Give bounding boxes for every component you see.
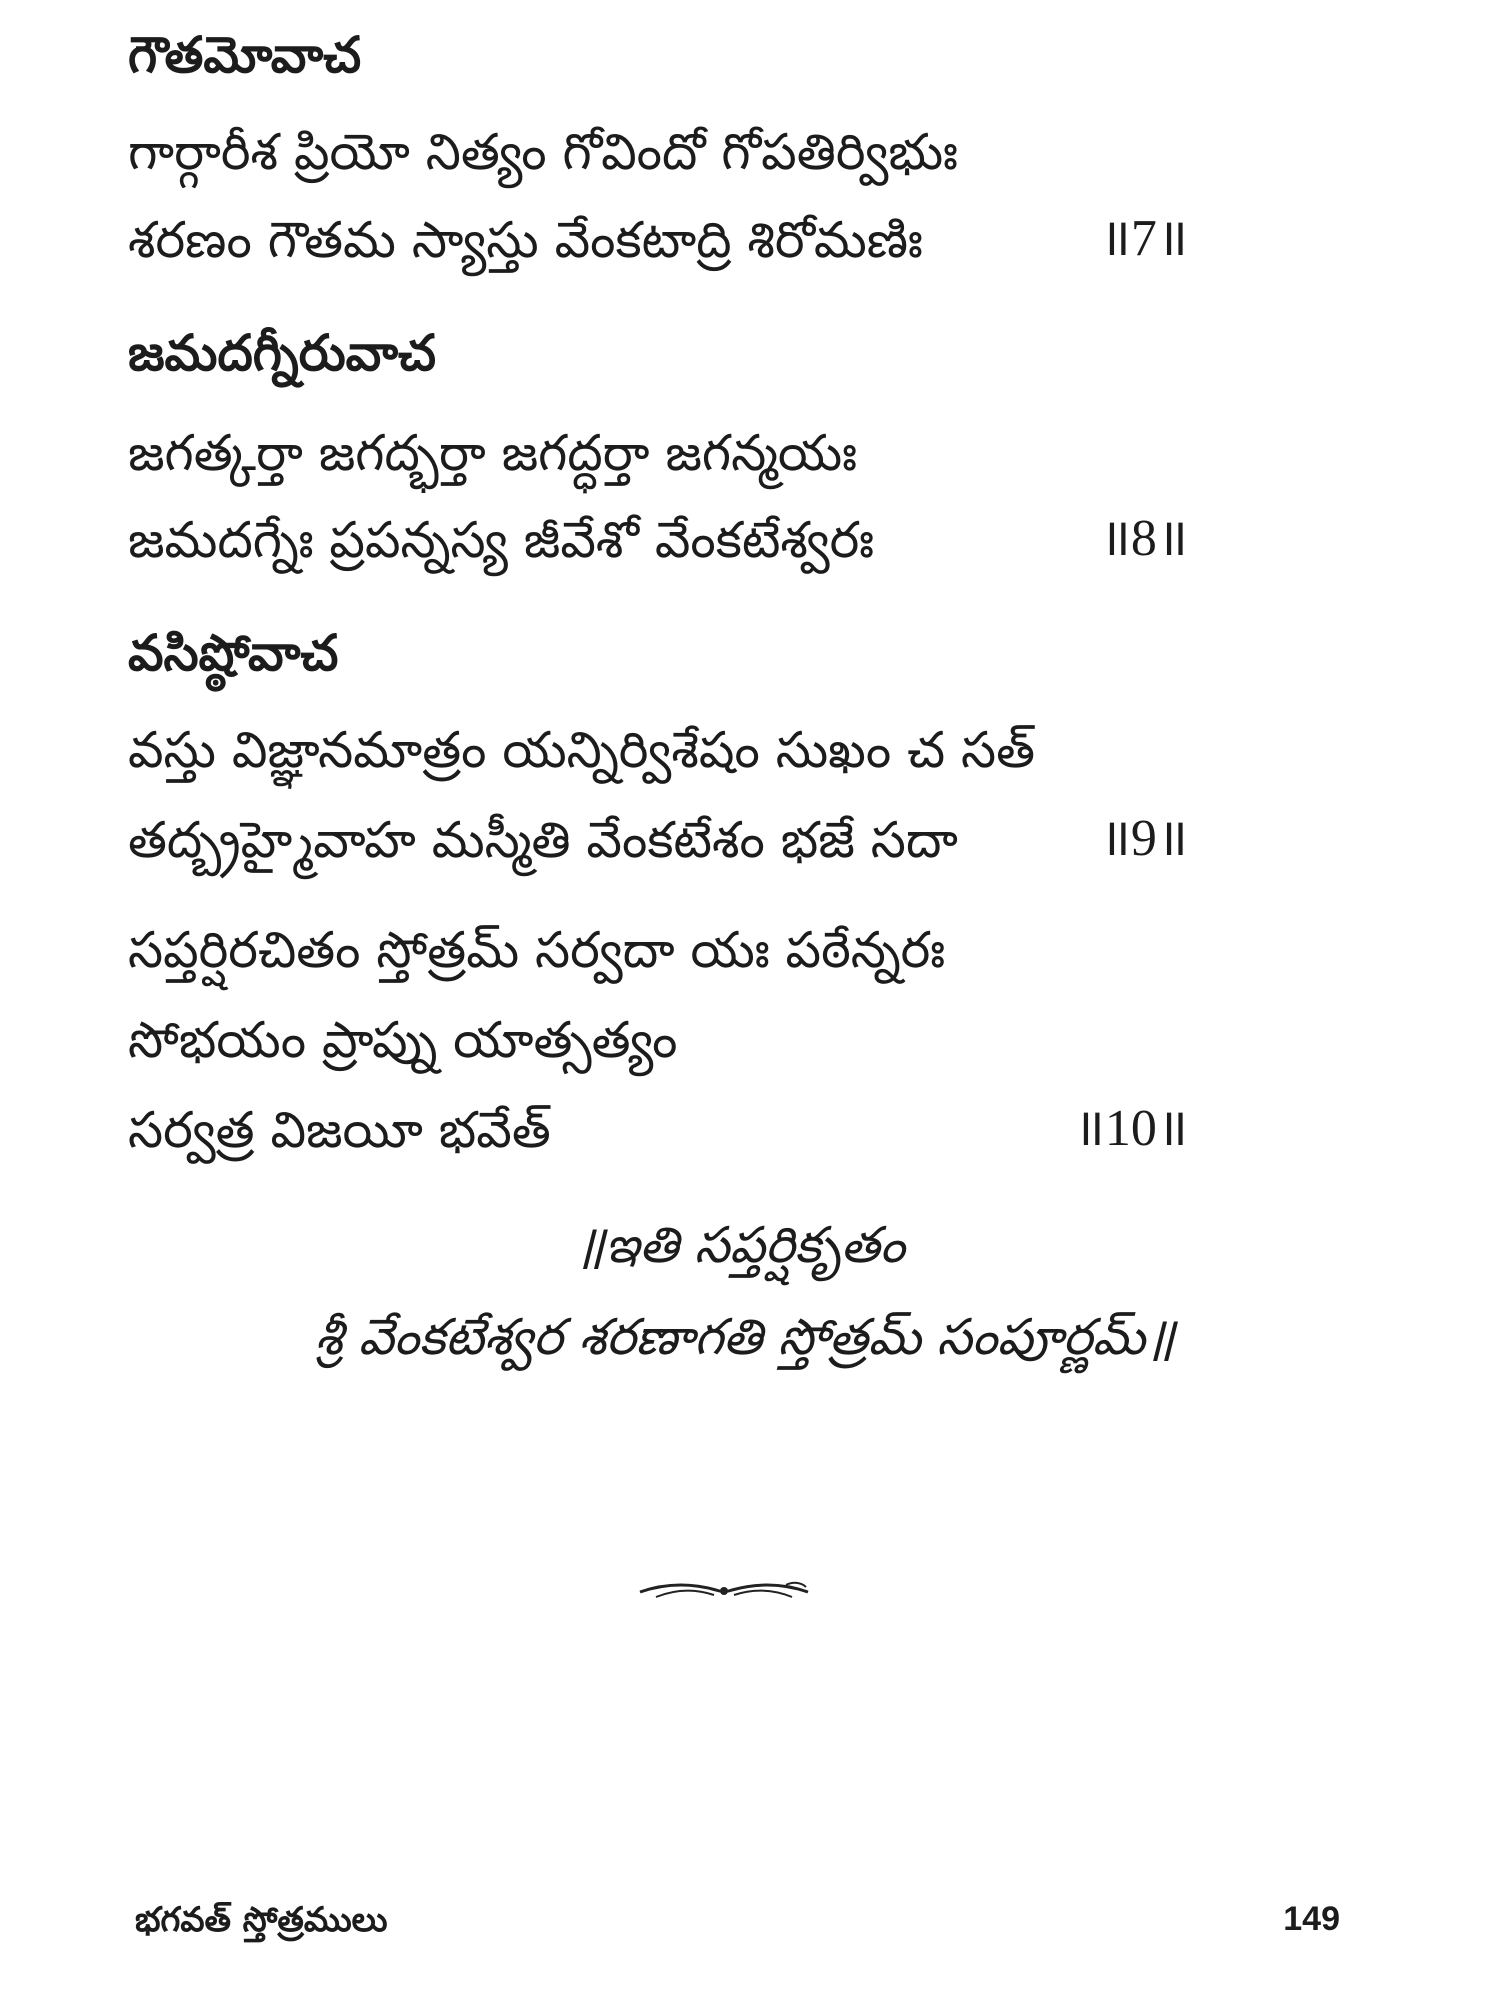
verse-9-line-1: వస్తు విజ్ఞానమాత్రం యన్నిర్విశేషం సుఖం చ సత్ (128, 721, 1036, 779)
verse-heading-gautama: గౌతమోవాచ (128, 26, 362, 84)
colophon-line-2: శ్రీ వేంకటేశ్వర శరణాగతి స్తోత్రమ్ సంపూర్ణమ్॥ (314, 1308, 1176, 1366)
verse-number-7: ॥7॥ (1099, 210, 1188, 267)
verse-8-line-1: జగత్కర్తా జగద్భర్తా జగద్ధర్తా జగన్మయః (128, 424, 858, 482)
verse-heading-vasishtha: వసిష్ఠోవాచ (128, 624, 339, 682)
verse-number-8: ॥8॥ (1099, 510, 1188, 567)
verse-10-line-1: సప్తర్షిరచితం స్తోత్రమ్ సర్వదా యః పఠేన్నరః (128, 921, 946, 979)
verse-9-line-2: తద్బ్రహ్మైవాహ మస్మీతి వేంకటేశం భజే సదా (128, 811, 958, 869)
verse-heading-jamadagni: జమదగ్నీరువాచ (128, 324, 437, 382)
verse-7-line-1: గార్గారీశ ప్రియో నిత్యం గోవిందో గోపతిర్విభుః (128, 123, 958, 181)
page-number: 149 (1283, 1900, 1340, 1938)
verse-number-10: ॥10॥ (1073, 1100, 1188, 1157)
verse-number-9: ॥9॥ (1099, 810, 1188, 867)
verse-8-line-2: జమదగ్నేః ప్రపన్నస్య జీవేశో వేంకటేశ్వరః (128, 511, 875, 569)
book-title-footer: భగవత్ స్తోత్రములు (135, 1900, 388, 1940)
colophon-line-1: ॥ఇతి సప్తర్షికృతం (574, 1216, 906, 1274)
verse-10-line-2: సోభయం ప్రాప్ను యాత్సత్యం (128, 1011, 678, 1069)
verse-7-line-2: శరణం గౌతమ స్యాస్తు వేంకటాద్రి శిరోమణిః (128, 211, 923, 269)
ornament-divider (636, 1575, 812, 1605)
verse-10-line-3: సర్వత్ర విజయీ భవేత్ (128, 1101, 551, 1159)
